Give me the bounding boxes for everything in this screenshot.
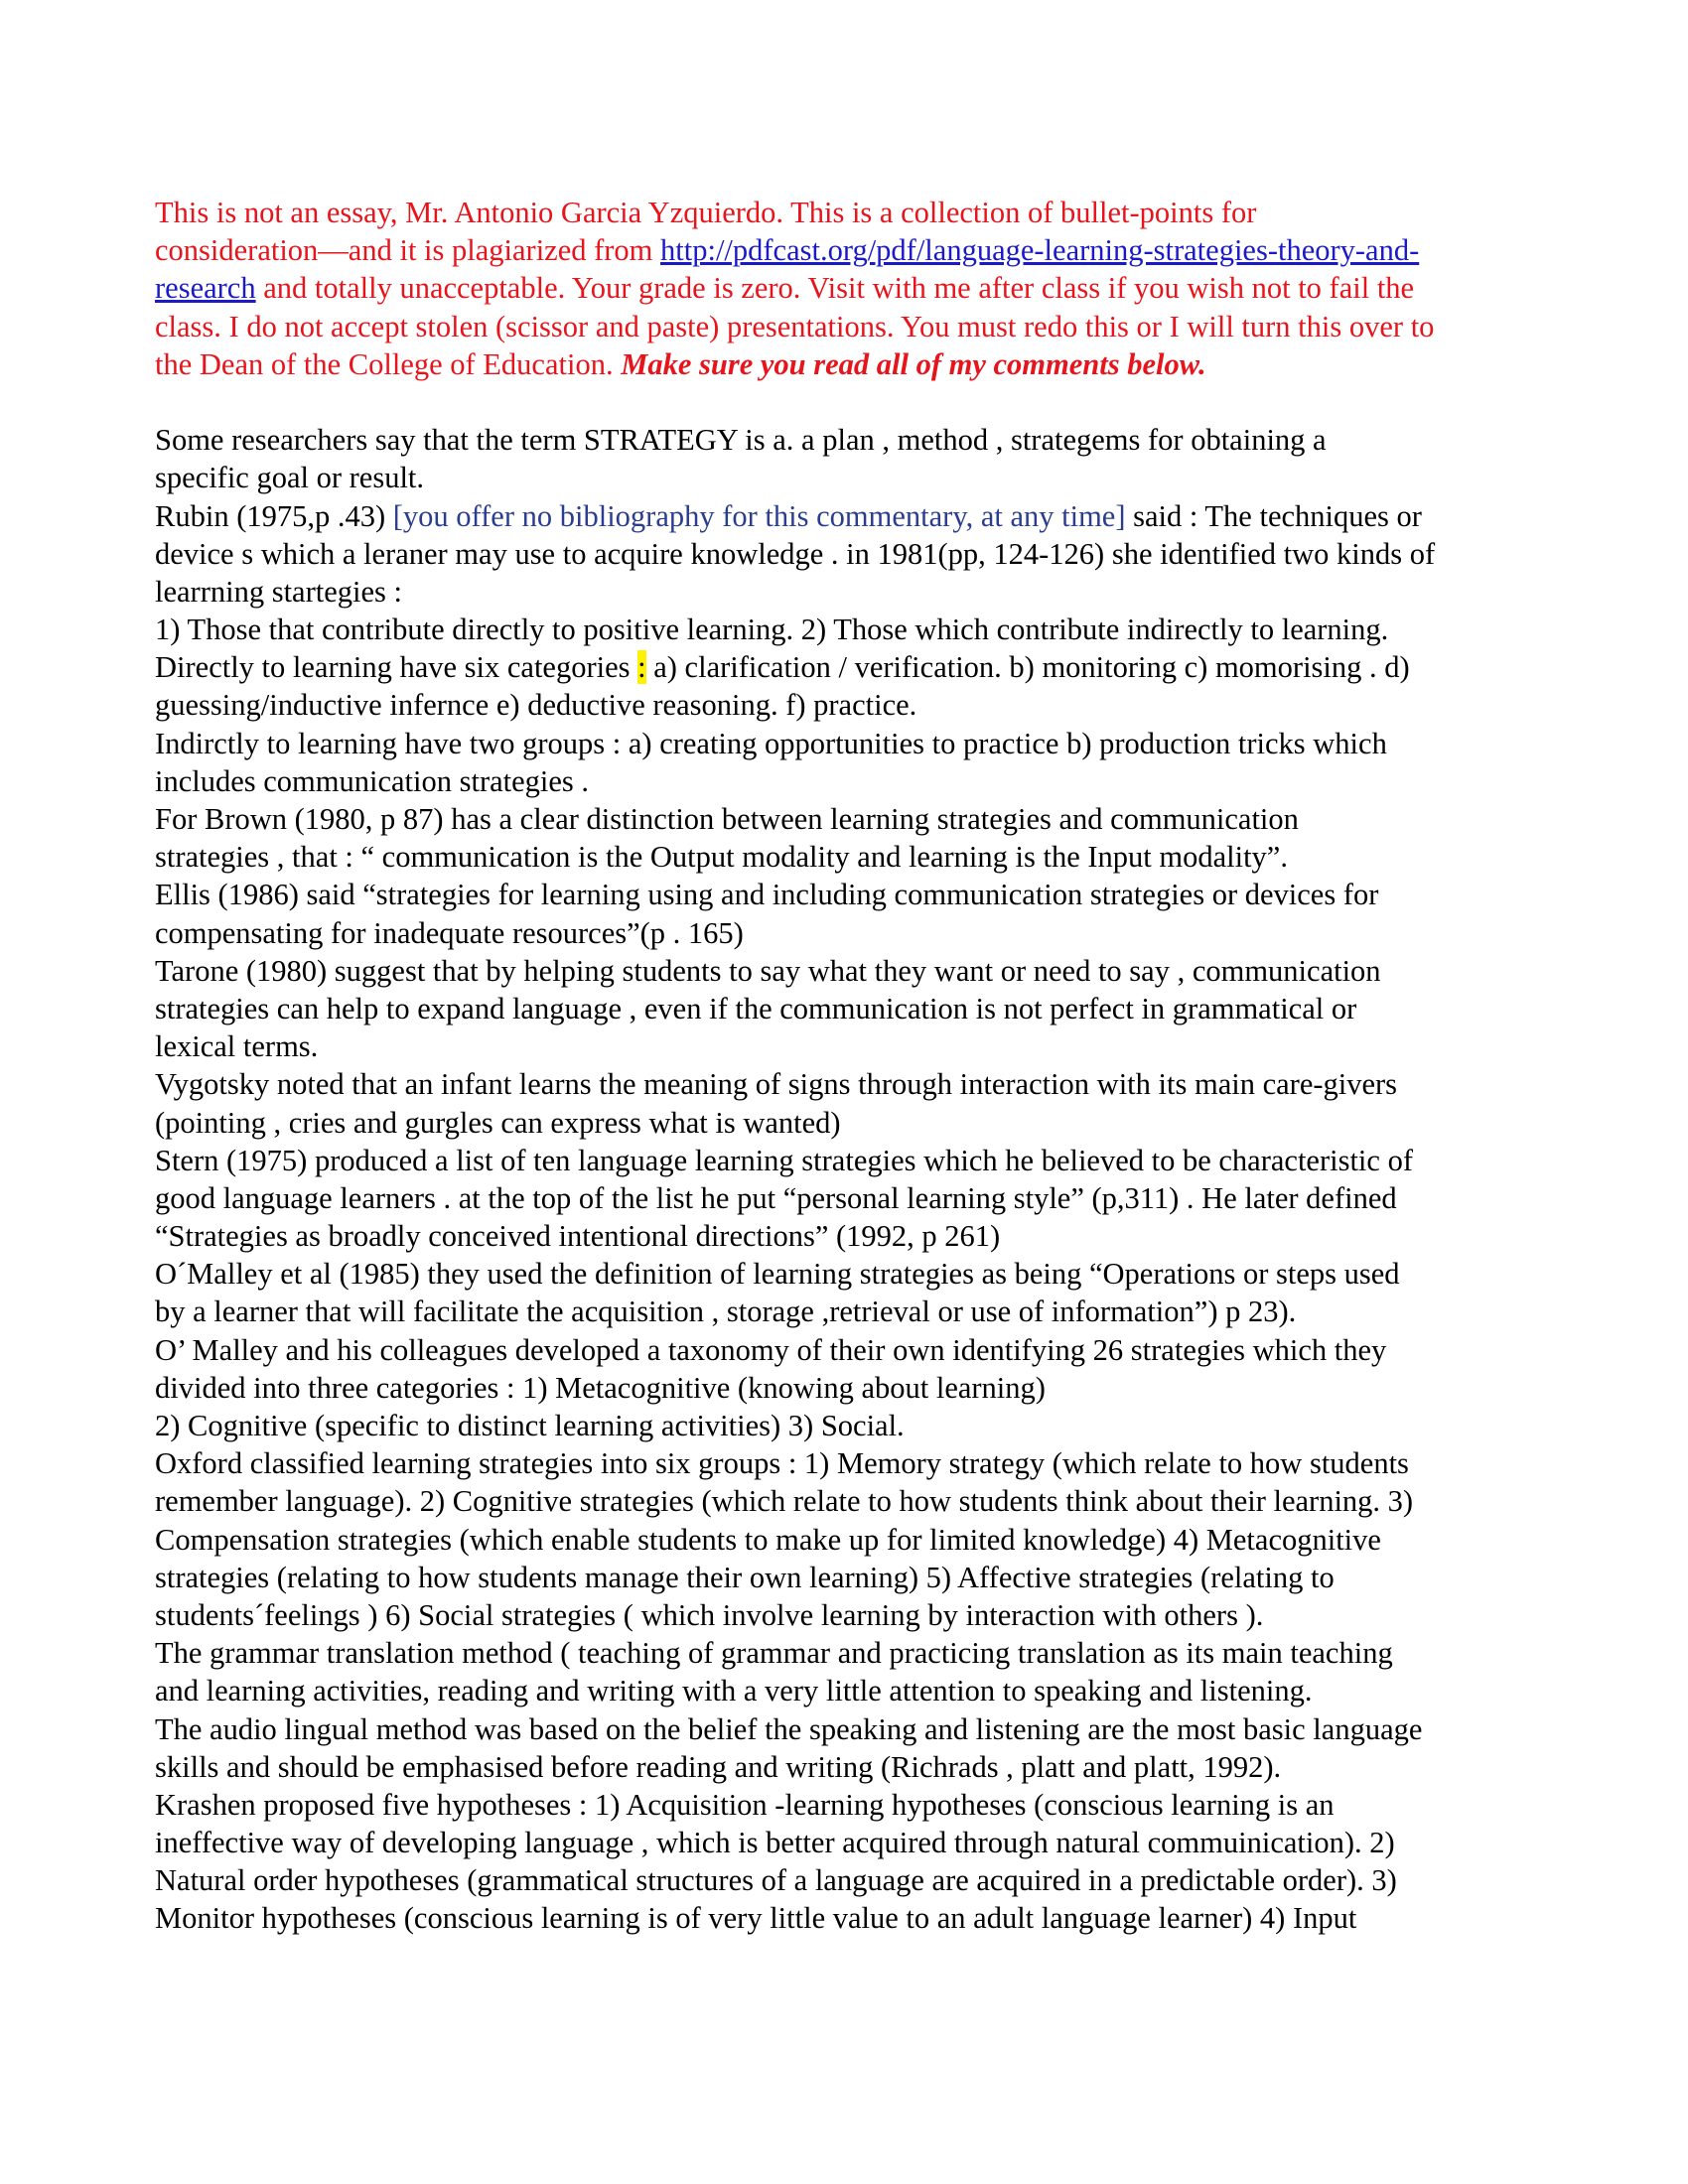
essay-line: and learning activities, reading and writing with a very little attention to speaking and listening. (155, 1674, 1313, 1708)
essay-line: by a learner that will facilitate the acquisition , storage ,retrieval or use of information”) p 23). (155, 1295, 1297, 1329)
essay-line: Tarone (1980) suggest that by helping students to say what they want or need to say , communication (155, 953, 1381, 988)
highlighted-colon: : (637, 650, 646, 685)
essay-line-text: Directly to learning have six categories (155, 650, 638, 685)
essay-line: lexical terms. (155, 1029, 319, 1064)
teacher-comment (155, 194, 1565, 383)
essay-line: Natural order hypotheses (grammatical structures of a language are acquired in a predictable order). 3) (155, 1863, 1397, 1898)
essay-line: includes communication strategies . (155, 763, 590, 798)
paragraph-gap (155, 383, 1565, 421)
comment-line-2 (155, 231, 1565, 269)
essay-line: strategies can help to expand language , even if the communication is not perfect in grammatical or (155, 991, 1357, 1025)
essay-line: The grammar translation method ( teaching of grammar and practicing translation as its main teaching (155, 1636, 1393, 1671)
comment-line-2-text: consideration—and it is plagiarized from (155, 233, 661, 268)
essay-line: Compensation strategies (which enable students to make up for limited knowledge) 4) Metacognitive (155, 1522, 1381, 1557)
essay-line: 1) Those that contribute directly to positive learning. 2) Those which contribute indirectly to learning. (155, 613, 1389, 647)
essay-line-text: said : The techniques or (1125, 498, 1422, 533)
essay-line: remember language). 2) Cognitive strategies (which relate to how students think about their learning. 3) (155, 1484, 1414, 1519)
essay-line: students´feelings ) 6) Social strategies ( which involve learning by interaction with others ). (155, 1597, 1264, 1632)
essay-line: 2) Cognitive (specific to distinct learning activities) 3) Social. (155, 1409, 905, 1442)
source-link-continued[interactable]: research (155, 271, 256, 306)
essay-line: divided into three categories : 1) Metacognitive (knowing about learning) (155, 1370, 1046, 1405)
essay-line: device s which a leraner may use to acquire knowledge . in 1981(pp, 124-126) she identified two kinds of (155, 536, 1436, 571)
essay-line: good language learners . at the top of the list he put “personal learning style” (p,311) . He later defined (155, 1180, 1397, 1215)
essay-line: strategies , that : “ communication is the Output modality and learning is the Input modality”. (155, 840, 1288, 875)
comment-line-3 (155, 269, 1565, 307)
source-link[interactable]: http://pdfcast.org/pdf/language-learning-strategies-theory-and- (660, 233, 1420, 268)
comment-line-4: class. I do not accept stolen (scissor and paste) presentations. You must redo this or I will turn this over to (155, 309, 1435, 343)
essay-line: ineffective way of developing language , which is better acquired through natural commuinication). 2) (155, 1826, 1395, 1860)
essay-body (155, 421, 1565, 1938)
essay-line: Vygotsky noted that an infant learns the meaning of signs through interaction with its main care-givers (155, 1067, 1398, 1102)
essay-line: Some researchers say that the term STRATEGY is a. a plan , method , strategems for obtaining a (155, 423, 1327, 458)
essay-line-text: Rubin (1975,p .43) (155, 498, 393, 533)
essay-line: (pointing , cries and gurgles can express what is wanted) (155, 1105, 841, 1140)
essay-line: strategies (relating to how students manage their own learning) 5) Affective strategies (relating to (155, 1560, 1335, 1594)
essay-line: guessing/inductive infernce e) deductive reasoning. f) practice. (155, 688, 917, 723)
essay-line: For Brown (1980, p 87) has a clear distinction between learning strategies and communication (155, 802, 1299, 836)
essay-line (155, 648, 1565, 686)
comment-line-3-text: and totally unacceptable. Your grade is zero. Visit with me after class if you wish not to fail the (255, 271, 1415, 306)
essay-line-text: a) clarification / verification. b) monitoring c) momorising . d) (645, 650, 1410, 685)
essay-line: learrning startegies : (155, 574, 402, 609)
essay-line: Ellis (1986) said “strategies for learning using and including communication strategies or devices for (155, 878, 1379, 912)
essay-line: “Strategies as broadly conceived intentional directions” (1992, p 261) (155, 1219, 1001, 1254)
comment-line-5 (155, 345, 1565, 383)
document-page (155, 194, 1565, 1938)
comment-line-1: This is not an essay, Mr. Antonio Garcia Yzquierdo. This is a collection of bullet-points for (155, 196, 1257, 229)
comment-emphasis: Make sure you read all of my comments below. (621, 346, 1206, 381)
essay-line (155, 497, 1565, 535)
bibliography-note: [you offer no bibliography for this commentary, at any time] (392, 498, 1126, 533)
essay-line: Stern (1975) produced a list of ten language learning strategies which he believed to be characteristic of (155, 1143, 1413, 1177)
essay-line: compensating for inadequate resources”(p . 165) (155, 915, 744, 950)
essay-line: Oxford classified learning strategies into six groups : 1) Memory strategy (which relate to how students (155, 1446, 1409, 1481)
essay-line: The audio lingual method was based on the belief the speaking and listening are the most basic language (155, 1711, 1423, 1746)
essay-line: Krashen proposed five hypotheses : 1) Acquisition -learning hypotheses (conscious learning is an (155, 1787, 1335, 1822)
essay-line: Indirctly to learning have two groups : a) creating opportunities to practice b) production tricks which (155, 726, 1387, 760)
essay-line: Monitor hypotheses (conscious learning is of very little value to an adult language learner) 4) Input (155, 1901, 1357, 1936)
essay-line: skills and should be emphasised before reading and writing (Richrads , platt and platt, 1992). (155, 1749, 1282, 1784)
essay-line: O’ Malley and his colleagues developed a taxonomy of their own identifying 26 strategies which they (155, 1332, 1387, 1367)
comment-line-5-text: the Dean of the College of Education. (155, 346, 622, 381)
essay-line: O´Malley et al (1985) they used the definition of learning strategies as being “Operations or steps used (155, 1257, 1400, 1292)
essay-line: specific goal or result. (155, 461, 425, 495)
